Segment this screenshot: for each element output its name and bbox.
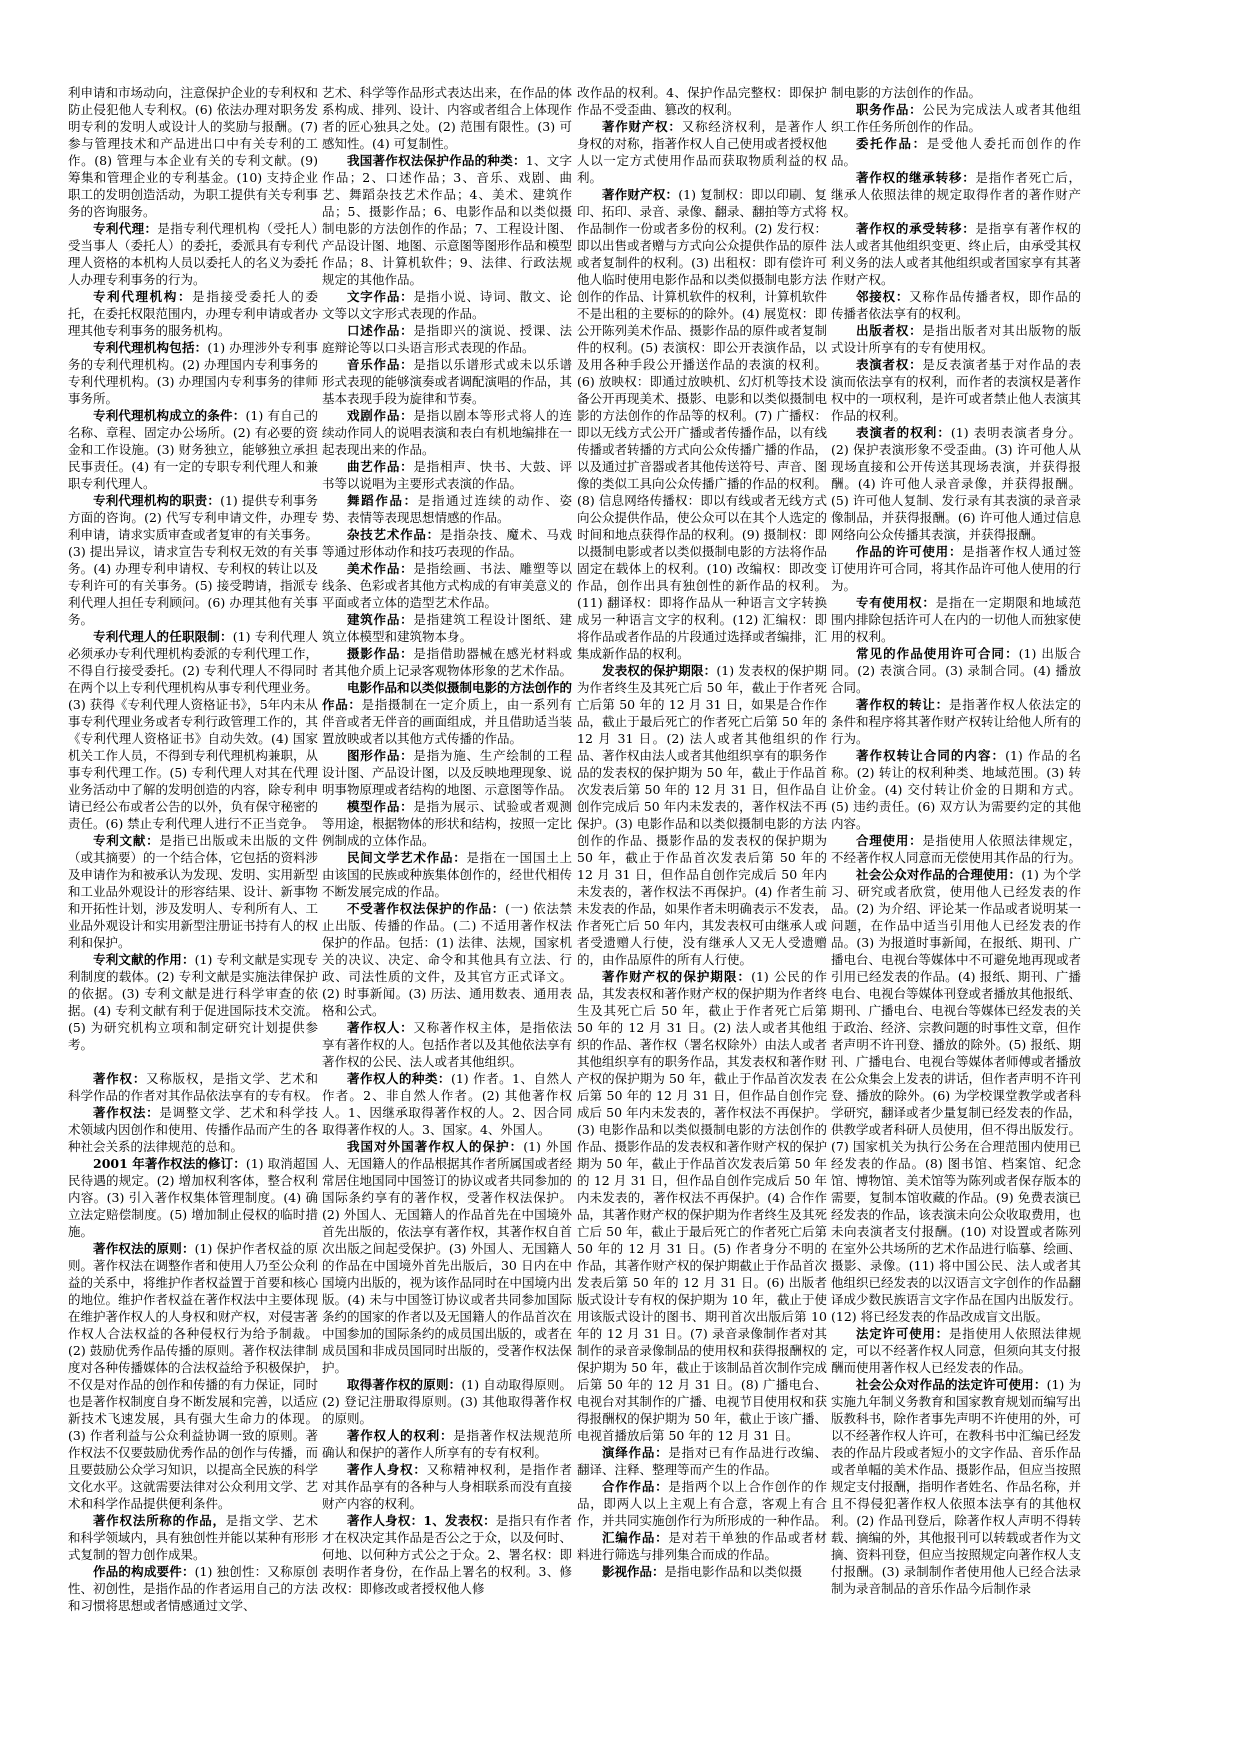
term-heading: 美术作品： — [347, 561, 414, 576]
term-heading: 著作权人： — [347, 1020, 414, 1035]
paragraph-text: 艺术、科学等作品形式表达出来，在作品的体系构成、排列、设计、内容或者组合上体现作者的匠心独具之处。(2) 范围有限性。(3) 可感知性。(4) 可复制性。 — [322, 85, 572, 151]
paragraph — [322, 84, 572, 152]
paragraph-text: 是指文学、艺术和科学领域内，具有独创性并能以某种有形形式复制的智力创作成果。 — [68, 1513, 318, 1562]
paragraph-text: (1) 专利文献是实现专利制度的载体。(2) 专利文献是实施法律保护的依据。(3) 专利文献是进行科学审查的依据。(4) 专利文献有利于促进国际技术交流。(5) 为研究机构立项和制定研究计划提供参考。 — [68, 952, 318, 1052]
paragraph — [322, 645, 572, 679]
paragraph — [68, 407, 318, 492]
paragraph-text: 是指接受委托人的委托，在委托权限范围内，办理专利申请或者办理其他专利事务的服务机构。 — [68, 289, 318, 338]
paragraph-text: 是指对已有作品进行改编、翻译、注释、整理等而产生的作品。 — [577, 1445, 827, 1477]
term-heading: 著作权： — [93, 1071, 147, 1086]
term-heading: 音乐作品： — [347, 357, 414, 372]
paragraph-text: (1) 保护作者权益的原则。著作权法在调整作者和使用人乃至公众利益的关系中，将维护作者权益置于首要和核心的地位。维护作者权益在著作权法中主要体现在维护著作权人的人身权和财产权，对侵害著作权人合法权益的各种侵权行为给予制裁。(2) 鼓励优秀作品传播的原则。著作权法律制度对各种传播媒体的合法权益给予积极保护，不仅是对作品的创作和传播的有力保证，同时也是著作权制度自身不断发展和完善，以适应新技术飞速发展，具有强大生命力的体现。(3) 作者利益与公众利益协调一致的原则。著作权法不仅要鼓励优秀作品的创作与传播，而且要鼓励公众学习知识，以提高全民族的科学文化水平。这就需要法律对公众利用文学、艺术和科学作品提供便利条件。 — [68, 1241, 318, 1511]
text-column-3 — [577, 84, 827, 1654]
term-heading: 著作权转让合同的内容： — [856, 748, 1006, 763]
paragraph-text: 又称经济权利，是著作人身权的对称，指著作权人自己使用或者授权他人以一定方式使用作品而获取物质利益的权利。 — [577, 119, 827, 185]
term-heading: 著作人身权： — [347, 1462, 427, 1477]
paragraph-text: 是指通过连续的动作、姿势、表情等表现思想情感的作品。 — [322, 493, 572, 525]
paragraph-text: (1) 作品的名称。(2) 转让的权利种类、地域范围。(3) 转让价金。(4) 交付转让价金的日期和方式。(5) 违约责任。(6) 双方认为需要约定的其他内容。 — [831, 748, 1081, 831]
term-heading: 合作作品： — [602, 1479, 669, 1494]
paragraph — [577, 1563, 827, 1580]
paragraph — [831, 101, 1081, 135]
paragraph-text: 是指电影作品和以类似摄 — [664, 1564, 803, 1579]
paragraph-text: 又称作品传播者权，即作品的传播者依法享有的权利。 — [831, 289, 1081, 321]
term-heading: 不受著作权法保护的作品： — [347, 901, 505, 916]
paragraph-text: (1) 取消超国民待遇的规定。(2) 增加权利客体，整合权利内容。(3) 引入著作权集体管理制度。(4) 确立法定赔偿制度。(5) 增加制止侵权的临时措施。 — [68, 1156, 318, 1239]
term-heading: 口述作品： — [347, 323, 414, 338]
paragraph — [322, 492, 572, 526]
term-heading: 著作权法所称的作品， — [93, 1513, 226, 1528]
paragraph — [322, 900, 572, 1019]
paragraph — [322, 679, 572, 747]
term-heading: 著作权的转让： — [856, 697, 949, 712]
term-heading: 图形作品： — [347, 748, 414, 763]
term-heading: 电影作品和以类似摄制电影的方法创作的作品： — [322, 680, 572, 712]
paragraph-text: (1) 表明表演者身分。(2) 保护表演形象不受歪曲。(3) 许可他人从现场直接和公开传送其现场表演，并获得报酬。(4) 许可他人录音录像，并获得报酬。(5) 许可他人复制、发行录有其表演的录音录像制品，并获得报酬。(6) 许可他人通过信息网络向公众传播其表演，并获得报酬。 — [831, 425, 1081, 542]
term-heading: 著作财产权： — [602, 187, 679, 202]
paragraph — [577, 186, 827, 662]
paragraph-text: 公民为完成法人或者其他组织工作任务所创作的作品。 — [831, 102, 1081, 134]
paragraph-text: 制电影的方法创作的作品。 — [831, 85, 982, 100]
paragraph-text: 是调整文学、艺术和科学技术领域内因创作和使用、传播作品而产生的各种社会关系的法律规范的总和。 — [68, 1105, 318, 1154]
paragraph — [831, 543, 1081, 594]
paragraph — [322, 1019, 572, 1070]
paragraph-text: (1) 有自己的名称、章程、固定办公场所。(2) 有必要的资金和工作设施。(3) 财务独立，能够独立承担民事责任。(4) 有一定的专职专利代理人和兼职专利代理人。 — [68, 408, 318, 491]
paragraph-text: 是指摄制在一定介质上，由一系列有伴音或者无伴音的画面组成，并且借助适当装置放映或者以其他方式传播的作品。 — [322, 697, 572, 746]
paragraph — [831, 747, 1081, 832]
term-heading: 合理使用： — [856, 833, 923, 848]
term-heading: 作品的许可使用： — [856, 544, 963, 559]
term-heading: 取得著作权的原则： — [347, 1377, 462, 1392]
paragraph-text: 又称著作权主体，是指依法享有著作权的人。包括作者以及其他依法享有著作权的公民、法人或者其他组织。 — [322, 1020, 572, 1069]
paragraph — [322, 1427, 572, 1461]
paragraph — [577, 1529, 827, 1563]
paragraph — [831, 832, 1081, 866]
term-heading: 邻接权： — [856, 289, 910, 304]
paragraph — [68, 1155, 318, 1240]
paragraph-text: (1) 为实施九年制义务教育和国家教育规划而编写出版教科书，除作者事先声明不许使用的外，可以不经著作权人许可，在教科书中汇编已经发表的作品片段或者短小的文字作品、音乐作品或者单幅的美术作品、摄影作品，但应当按照规定支付报酬，指明作者姓名、作品名称，并且不得侵犯著作权人依照本法享有的其他权利。(2) 作品刊登后，除著作权人声明不得转载、摘编的外，其他报刊可以转载或者作为文摘、资料刊登，但应当按照规定向著作权人支付报酬。(3) 录制制作者使用他人已经合法录制为录音制品的音乐作品今后制作录 — [831, 1377, 1081, 1596]
paragraph-text: 是指为展示、试验或者观测等用途，根据物体的形状和结构，按照一定比例制成的立体作品。 — [322, 799, 572, 848]
term-heading: 专利文献： — [93, 833, 160, 848]
term-heading: 专利代理机构包括： — [93, 340, 208, 355]
text-column-1 — [68, 84, 318, 1654]
paragraph — [322, 1138, 572, 1376]
term-heading: 民间文学艺术作品： — [347, 850, 467, 865]
paragraph-text: 是指即兴的演说、授课、法庭辩论等以口头语言形式表现的作品。 — [322, 323, 572, 355]
paragraph-text: 是指绘画、书法、雕塑等以线条、色彩或者其他方式构成的有审美意义的平面或者立体的造型艺术作品。 — [322, 561, 572, 610]
term-heading: 专利代理机构： — [93, 289, 193, 304]
paragraph — [322, 1376, 572, 1427]
term-heading: 影视作品： — [602, 1564, 665, 1579]
text-column-4 — [831, 84, 1081, 1654]
paragraph — [831, 594, 1081, 645]
term-heading: 专利文献的作用： — [93, 952, 195, 967]
paragraph-text: (1) 发表权的保护期为作者终生及其死亡后 50 年，截止于作者死亡后第 50 年的 12 月 31 日，如果是合作作品，截止于最后死亡的作者死亡后第 50 年的 12 月 31 日。(2) 法人或者其他组织的作品、著作权由法人或者其他组织享有的职务作品的发表权的保护期为 50 年，截止于作品首次发表后第 50 年的 12 月 31 日，但作品自创作完成后 50 年内未发表的，著作权法不再保护。(3) 电影作品和以类似摄制电影的方法创作的作品、摄影作品的发表权的保护期为 50 年，截止于作品首次发表后第 50 年的 12 月 31 日，但作品自创作完成后 50 年内未发表的，著作权法不再保护。(4) 作者生前未发表的作品，如果作者未明确表示不发表，作者死亡后 50 年内，其发表权可由继承人或者受遗赠人行使，没有继承人又无人受遗赠的，由作品原件的所有人行使。 — [577, 663, 827, 967]
paragraph — [831, 424, 1081, 543]
term-heading: 出版者权： — [856, 323, 923, 338]
term-heading: 文字作品： — [347, 289, 414, 304]
paragraph-text: 是指小说、诗词、散文、论文等以文字形式表现的作品。 — [322, 289, 572, 321]
term-heading: 著作人身权：1、发表权： — [347, 1513, 496, 1528]
paragraph — [68, 339, 318, 407]
paragraph — [68, 288, 318, 339]
paragraph-text: (1) 作者。1、自然人作者。2、非自然人作者。(2) 其他著作权人。1、因继承取得著作权的人。2、因合同取得著作权的人。3、国家。4、外国人。 — [322, 1071, 572, 1137]
term-heading: 专利代理机构的职责： — [93, 493, 221, 508]
paragraph — [831, 322, 1081, 356]
term-heading: 我国著作权法保护作品的种类： — [347, 153, 526, 168]
paragraph — [322, 798, 572, 849]
paragraph — [831, 866, 1081, 1325]
paragraph-text: (1) 复制权：即以印刷、复印、拓印、录音、录像、翻录、翻拍等方式将作品制作一份或者多份的权利。(2) 发行权：即以出售或者赠与方式向公众提供作品的原件或者复制件的权利。(3) 出租权：即有偿许可他人临时使用电影作品和以类似摄制电影方法创作的作品、计算机软件的权利，计算机软件不是出租的主要标的的除外。(4) 展览权：即公开陈列美术作品、摄影作品的原件或者复制件的权利。(5) 表演权：即公开表演作品，以及用各种手段公开播送作品的表演的权利。(6) 放映权：即通过放映机、幻灯机等技术设备公开再现美术、摄影、电影和以类似摄制电影的方法创作的作品等的权利。(7) 广播权：即以无线方式公开广播或者传播作品，以有线传播或者转播的方式向公众传播广播的作品，以及通过扩音器或者其他传送符号、声音、图像的类似工具向公众传播广播的作品的权利。(8) 信息网络传播权：即以有线或者无线方式向公众提供作品，使公众可以在其个人选定的时间和地点获得作品的权利。(9) 摄制权：即以摄制电影或者以类似摄制电影的方法将作品固定在载体上的权利。(10) 改编权：即改变作品，创作出具有独创性的新作品的权利。(11) 翻译权：即将作品从一种语言文字转换成另一种语言文字的权利。(12) 汇编权：即将作品或者作品的片段通过选择或者编排，汇集成新作品的权利。 — [577, 187, 827, 661]
paragraph — [831, 169, 1081, 220]
paragraph-text: 是指专利代理机构（受托人）受当事人（委托人）的委托，委派具有专利代理人资格的本机构人员以委托人的名义为委托人办理专利事务的行为。 — [68, 221, 318, 287]
paragraph-text: (1) 出版合同。(2) 表演合同。(3) 录制合同。(4) 播放合同。 — [831, 646, 1081, 695]
term-heading: 作品的构成要件： — [93, 1564, 195, 1579]
paragraph-text: 是指借助器械在感光材料或者其他介质上记录客观物体形象的艺术作品。 — [322, 646, 572, 678]
paragraph-text: (一) 依法禁止出版、传播的作品。(二) 不适用著作权法保护的作品。包括：(1) 法律、法规，国家机关的决议、决定、命令和其他具有立法、行政、司法性质的文件，及其官方正式译文。(2) 时事新闻。(3) 历法、通用数表、通用表格和公式。 — [322, 901, 572, 1018]
paragraph — [831, 1325, 1081, 1376]
paragraph — [322, 526, 572, 560]
paragraph-text: 是指享有著作权的法人或者其他组织变更、终止后，由承受其权利义务的法人或者其他组织或者国家享有其著作财产权。 — [831, 221, 1081, 287]
paragraph-text: 又称版权，是指文学、艺术和科学作品的作者对其作品依法享有的专有权。 — [68, 1071, 318, 1103]
term-heading: 汇编作品： — [602, 1530, 669, 1545]
term-heading: 表演者的权利： — [856, 425, 951, 440]
term-heading: 著作财产权的保护期限： — [602, 969, 752, 984]
term-heading: 演绎作品： — [602, 1445, 669, 1460]
paragraph — [322, 152, 572, 288]
paragraph-text: 又称精神权利，是指作者对其作品享有的各种与人身相联系而没有直接财产内容的权利。 — [322, 1462, 572, 1511]
paragraph — [68, 84, 318, 220]
term-heading: 专有使用权： — [856, 595, 936, 610]
paragraph-text: 是指出版者对其出版物的版式设计所享有的专有使用权。 — [831, 323, 1081, 355]
term-heading: 模型作品： — [347, 799, 414, 814]
paragraph-text: 是指建筑工程设计图纸、建筑立体模型和建筑物本身。 — [322, 612, 572, 644]
term-heading: 我国对外国著作权人的保护： — [347, 1139, 524, 1154]
paragraph — [831, 84, 1081, 101]
term-heading: 职务作品： — [856, 102, 923, 117]
paragraph — [68, 1512, 318, 1563]
term-heading: 摄影作品： — [347, 646, 414, 661]
paragraph-text: 改作品的权利。4、保护作品完整权：即保护作品不受歪曲、篡改的权利。 — [577, 85, 827, 117]
term-heading: 社会公众对作品的法定许可使用： — [856, 1377, 1047, 1392]
term-heading: 戏剧作品： — [347, 408, 414, 423]
paragraph — [68, 1563, 318, 1614]
paragraph-text: (1) 提供专利事务方面的咨询。(2) 代写专利申请文件，办理专利申请，请求实质审查或者复审的有关事务。(3) 提出异议，请求宣告专利权无效的有关事务。(4) 办理专利申请权、专利权的转让以及专利许可的有关事务。(5) 接受聘请，指派专利代理人担任专利顾问。(6) 办理其他有关事务。 — [68, 493, 318, 627]
paragraph-text: 利申请和市场动向，注意保护企业的专利权和防止侵犯他人专利权。(6) 依法办理对职务发明专利的发明人或设计人的奖励与报酬。(7) 参与管理技术和产品进出口中有关专利的工作。(8) 管理与本企业有关的专利文献。(9) 筹集和管理企业的专利基金。(10) 支持企业职工的发明创造活动，为职工提供有关专利事务的咨询服务。 — [68, 85, 318, 219]
paragraph — [322, 1461, 572, 1512]
paragraph-text: 是反表演者基于对作品的表演而依法享有的权利，而作者的表演权是著作权中的一项权利，是许可或者禁止他人表演其作品的权利。 — [831, 357, 1081, 423]
paragraph — [831, 1376, 1081, 1597]
paragraph — [322, 1070, 572, 1138]
term-heading: 法定许可使用： — [856, 1326, 949, 1341]
paragraph — [577, 662, 827, 968]
term-heading: 委托作品： — [856, 136, 927, 151]
paragraph — [577, 118, 827, 186]
term-heading: 专利代理人的任职限制： — [93, 629, 233, 644]
term-heading: 著作权的继承转移： — [856, 170, 976, 185]
term-heading: 著作财产权： — [602, 119, 682, 134]
paragraph — [322, 747, 572, 798]
paragraph-text: 是指使用人依照法律规定，可以不经著作权人同意，但须向其支付报酬而使用著作权人已经发表的作品。 — [831, 1326, 1081, 1375]
paragraph — [68, 1104, 318, 1155]
paragraph-text: 是指使用人依照法律规定，不经著作权人同意而无偿使用其作品的行为。 — [831, 833, 1081, 865]
paragraph-text: 是指在一国国土上由该国的民族或种族集体创作的，经世代相传不断发展完成的作品。 — [322, 850, 572, 899]
paragraph-text: (1) 独创性：又称原创性、初创性，是指作品的作者运用自己的方法和习惯将思想或者情感通过文学、 — [68, 1564, 318, 1613]
paragraph-text: 是受他人委托而创作的作品。 — [831, 136, 1081, 168]
paragraph — [68, 951, 318, 1053]
paragraph-text: 是指著作权人通过签订使用许可合同，将其作品许可他人使用的行为。 — [831, 544, 1081, 593]
term-heading: 建筑作品： — [347, 612, 414, 627]
paragraph — [68, 1070, 318, 1104]
paragraph — [322, 322, 572, 356]
paragraph-text: 是对若干单独的作品或者材料进行筛选与排列集合而成的作品。 — [577, 1530, 827, 1562]
term-heading: 2001 年著作权法的修订： — [93, 1156, 246, 1171]
paragraph — [831, 220, 1081, 288]
paragraph — [831, 696, 1081, 747]
paragraph — [831, 645, 1081, 696]
paragraph — [68, 628, 318, 832]
paragraph-text: 是指为施、生产绘制的工程设计图、产品设计图，以及反映地理现象、说明事物原理或者结构的地图、示意图等作品。 — [322, 748, 572, 797]
paragraph-text: 是指两个以上合作创作的作品，即两人以上主观上有合意，客观上有合作，并共同实施创作行为所形成的一种作品。 — [577, 1479, 827, 1528]
term-heading: 曲艺作品： — [347, 459, 414, 474]
term-heading: 社会公众对作品的合理使用： — [856, 867, 1022, 882]
term-heading: 发表权的保护期限： — [602, 663, 717, 678]
paragraph — [322, 611, 572, 645]
paragraph-text: 1、文字作品；2、口述作品；3、音乐、戏剧、曲艺、舞蹈杂技艺术作品；4、美术、建筑作品；5、摄影作品；6、电影作品和以类似摄制电影的方法创作的作品；7、工程设计图、产品设计图、地图、示意图等图形作品和模型作品；8、计算机软件；9、法律、行政法规规定的其他作品。 — [322, 153, 572, 287]
paragraph-text: 是指只有作者才在权决定其作品是否公之于众，以及何时、何地、以何种方式公之于众。2、署名权：即表明作者身份，在作品上署名的权利。3、修改权：即修改或者授权他人修 — [322, 1513, 572, 1596]
term-heading: 著作权的承受转移： — [856, 221, 976, 236]
paragraph-text: (1) 办理涉外专利事务的专利代理机构。(2) 办理国内专利事务的专利代理机构。(3) 办理国内专利事务的律师事务所。 — [68, 340, 318, 406]
paragraph — [577, 1444, 827, 1478]
paragraph-text: 是指著作权人依法定的条件和程序将其著作财产权转让给他人所有的行为。 — [831, 697, 1081, 746]
paragraph-text: 是指以乐谱形式或未以乐谱形式表现的能够演奏或者调配演唱的作品，其基本表现手段为旋律和节奏。 — [322, 357, 572, 406]
paragraph — [831, 288, 1081, 322]
term-heading: 专利代理： — [93, 221, 158, 236]
paragraph — [322, 356, 572, 407]
paragraph — [322, 849, 572, 900]
paragraph-text: (1) 自动取得原则。(2) 登记注册取得原则。(3) 其他取得著作权的原则。 — [322, 1377, 572, 1426]
paragraph — [577, 968, 827, 1444]
term-heading: 著作权人的种类： — [347, 1071, 451, 1086]
paragraph — [322, 288, 572, 322]
term-heading: 舞蹈作品： — [347, 493, 418, 508]
paragraph-text: 是指相声、快书、大鼓、评书等以说唱为主要形式表演的作品。 — [322, 459, 572, 491]
paragraph-text: 是指著作权法规范所确认和保护的著作人所享有的专有权利。 — [322, 1428, 572, 1460]
paragraph — [322, 407, 572, 458]
paragraph — [68, 1240, 318, 1512]
paragraph — [68, 832, 318, 951]
paragraph-text: (1) 专利代理人必须承办专利代理机构委派的专利代理工作，不得自行接受委托。(2) 专利代理人不得同时在两个以上专利代理机构从事专利代理业务。(3) 获得《专利代理人资格证书》，5年内未从事专利代理业务或者专利行政管理工作的，其《专利代理人资格证书》自动失效。(4) 国家机关工作人员，不得到专利代理机构兼职，从事专利代理工作。(5) 专利代理人对其在代理业务活动中了解的发明创造的内容，除专利申请已经公布或者公告的以外，负有保守秘密的责任。(6) 禁止专利代理人进行不正当竞争。 — [68, 629, 318, 831]
term-heading: 常见的作品使用许可合同： — [856, 646, 1019, 661]
term-heading: 杂技艺术作品： — [347, 527, 440, 542]
paragraph-text: 是指作者死亡后，继承人依照法律的规定取得作者的著作财产权。 — [831, 170, 1081, 219]
paragraph-text: (1) 为个学习、研究或者欣赏，使用他人已经发表的作品。(2) 为介绍、评论某一作品或者说明某一问题，在作品中适当引用他人已经发表的作品。(3) 为报道时事新闻，在报纸、期刊、广播电台、电视台等媒体中不可避免地再现或者引用已经发表的作品。(4) 报纸、期刊、广播电台、电视台等媒体刊登或者播放其他报纸、期刊、广播电台、电视台等媒体已经发表的关于政治、经济、宗教问题的时事性文章，但作者声明不许刊登、播放的除外。(5) 报纸、期刊、广播电台、电视台等媒体者师傅或者播放在公众集会上发表的讲话，但作者声明不许刊登、播放的除外。(6) 为学校课堂教学或者科学研究，翻译或者少量复制已经发表的作品，供教学或者科研人员使用，但不得出版发行。(7) 国家机关为执行公务在合理范围内使用已经发表的作品。(8) 图书馆、档案馆、纪念馆、博物馆、美术馆等为陈列或者保存版本的需要，复制本馆收藏的作品。(9) 免费表演已经发表的作品，该表演未向公众收取费用，也未向表演者支付报酬。(10) 对设置或者陈列在室外公共场所的艺术作品进行临摹、绘画、摄影、录像。(11) 将中国公民、法人或者其他组织已经发表的以汉语言文字创作的作品翻译成少数民族语言文字作品在国内出版发行。(12) 将已经发表的作品改成盲文出版。 — [831, 867, 1081, 1324]
paragraph — [831, 356, 1081, 424]
paragraph-text: 是指在一定期限和地域范围内排除包括许可人在内的一切他人而独家使用的权利。 — [831, 595, 1081, 644]
term-heading: 表演者权： — [856, 357, 923, 372]
paragraph — [322, 458, 572, 492]
term-heading: 著作权人的权利： — [347, 1428, 454, 1443]
text-column-2 — [322, 84, 572, 1654]
paragraph-text: (1) 公民的作品，其发表权和著作财产权的保护期为作者终生及其死亡后 50 年，截止于作者死亡后第 50 年的 12 月 31 日。(2) 法人或者其他组织的作品、著作权（署名权除外）由法人或者其他组织享有的职务作品，其发表权和著作财产权的保护期为 50 年，截止于作品首次发表后第 50 年的 12 月 31 日，但作品自创作完成后 50 年内未发表的，著作权法不再保护。(3) 电影作品和以类似摄制电影的方法创作的作品、摄影作品的发表权和著作财产权的保护期为 50 年，截止于作品首次发表后第 50 年的 12 月 31 日，但作品自创作完成后 50 年内未发表的，著作权法不再保护。(4) 合作作品，其著作财产权的保护期为作者终生及其死亡后 50 年，截止于最后死亡的作者死亡后第 50 年的 12 月 31 日。(5) 作者身分不明的作品，其著作财产权的保护期截止于作品首次发表后第 50 年的 12 月 31 日。(6) 出版者版式设计专有权的保护期为 10 年，截止于使用该版式设计的图书、期刊首次出版后第 10 年的 12 月 31 日。(7) 录音录像制作者对其制作的录音录像制品的使用权和获得报酬权的保护期为 50 年，截止于该制品首次制作完成后第 50 年的 12 月 31 日。(8) 广播电台、电视台对其制作的广播、电视节目使用权和获得报酬权的保护期为 50 年，截止于该广播、电视首播放后第 50 年的 12 月 31 日。 — [577, 969, 827, 1443]
paragraph — [322, 560, 572, 611]
term-heading: 著作权法： — [93, 1105, 160, 1120]
paragraph-text: 是指杂技、魔术、马戏等通过形体动作和技巧表现的作品。 — [322, 527, 572, 559]
paragraph — [831, 135, 1081, 169]
paragraph — [68, 492, 318, 628]
paragraph — [577, 84, 827, 118]
paragraph-text: 是指以剧本等形式将人的连续动作同人的说唱表演和表白有机地编排在一起表现出来的作品。 — [322, 408, 572, 457]
paragraph — [68, 220, 318, 288]
paragraph-text: (1) 外国人、无国籍人的作品根据其作者所属国或者经常居住地国同中国签订的协议或者共同参加的国际条约享有的著作权，受著作权法保护。(2) 外国人、无国籍人的作品首先在中国境外首先出版的，依法享有著作权，其著作权自首次出版之间起受保护。(3) 外国人、无国籍人的作品在中国境外首先出版后，30 日内在中国境内出版的，视为该作品同时在中国境内出版。(4) 未与中国签订协议或者共同参加国际条约的国家的作者以及无国籍人的作品首次在中国参加的国际条约的成员国出版的，或者在成员国和非成员国同时出版的，受著作权法保护。 — [322, 1139, 572, 1375]
term-heading: 专利代理机构成立的条件： — [93, 408, 246, 423]
paragraph — [577, 1478, 827, 1529]
term-heading: 著作权法的原则： — [93, 1241, 195, 1256]
paragraph-text: 是指已出版或未出版的文件（或其摘要）的一个结合体，它包括的资料涉及申请作为和被承认为发现、发明、实用新型和工业品外观设计的形容结果、设计、新事物和开拓性计划，涉及发明人、专利所有人、工业品外观设计和实用新型注册证书持有人的权利和保护。 — [68, 833, 318, 950]
paragraph — [322, 1512, 572, 1597]
